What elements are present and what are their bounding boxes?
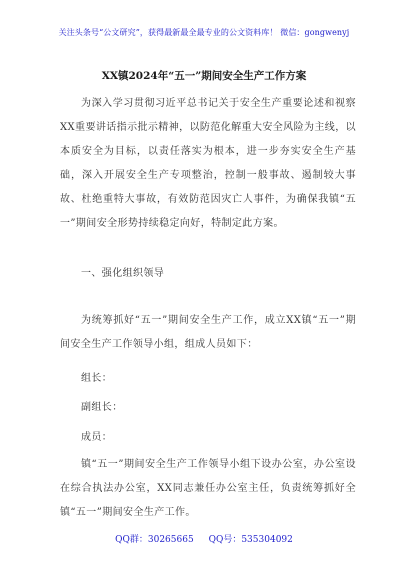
office-paragraph: 镇“五一”期间安全生产工作领导小组下设办公室，办公室设在综合执法办公室，XX同志兼任办公室主任，负责统筹抓好全镇“五一”期间安全生产工作。 [60, 459, 356, 518]
section-heading: 一、强化组织领导 [81, 268, 165, 279]
qq-group-number: QQ群：30265665 [115, 535, 194, 545]
header-promo-note: 关注头条号“公文研究”，获得最新最全最专业的公文资料库！ 微信：gongwenyj [58, 28, 350, 37]
footer-contact [0, 532, 408, 545]
vice-leader-label: 副组长： [81, 402, 123, 413]
leader-label: 组长： [81, 373, 113, 384]
document-title: XX镇2024年“五一”期间安全生产工作方案 [101, 70, 307, 82]
members-label: 成员： [81, 432, 113, 443]
qq-account-number: QQ号：535304092 [208, 535, 293, 545]
intro-paragraph: 为深入学习贯彻习近平总书记关于安全生产重要论述和视察XX重要讲话指示批示精神，以防范化解重大安全风险为主线，以本质安全为目标，以责任落实为根本，进一步夯实安全生产基础，深入开展安全生产专项整治，控制一般事故、遏制较大事故、杜绝重特大事故，有效防范因灾亡人事件，为确保我镇“五一”期间安全形势持续稳定向好，特制定此方案。 [60, 98, 356, 229]
section-body-paragraph: 为统筹抓好“五一”期间安全生产工作，成立XX镇“五一”期间安全生产工作领导小组，组成人员如下： [60, 315, 356, 350]
